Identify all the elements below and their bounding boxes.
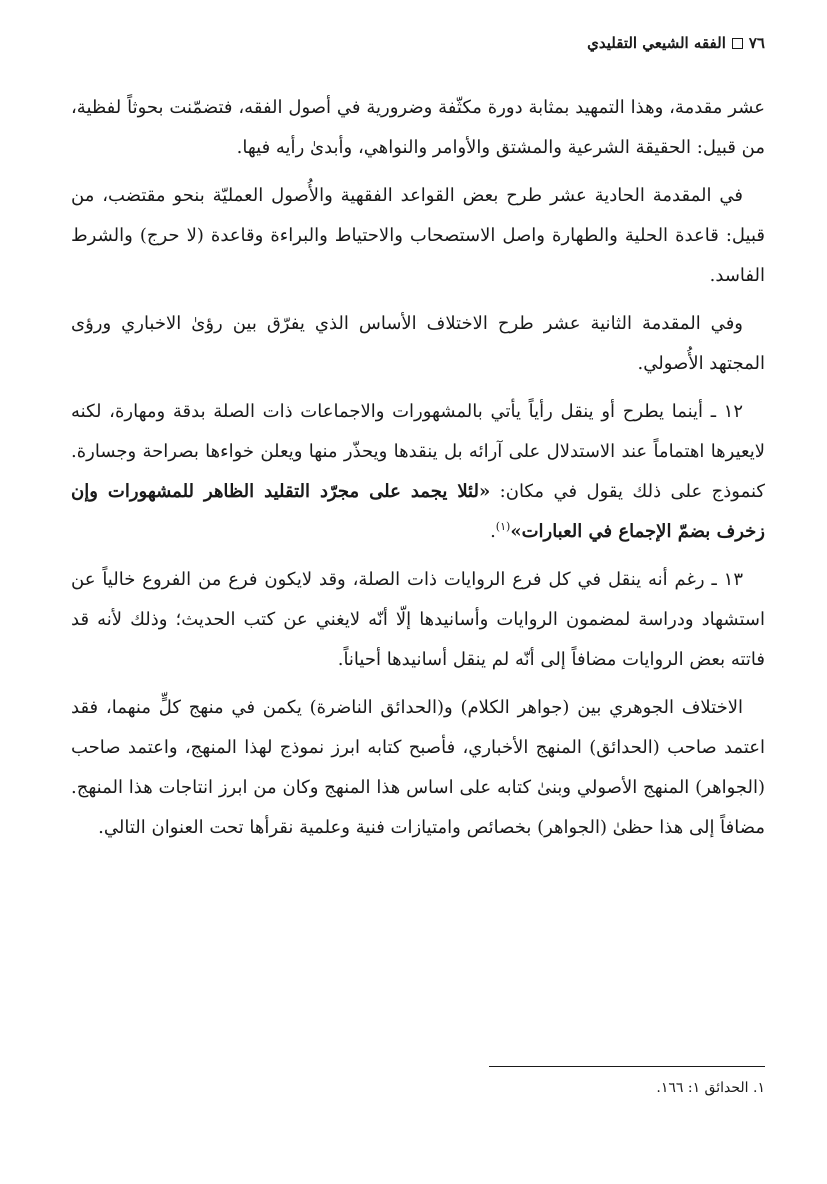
header-separator-box-icon <box>732 38 743 49</box>
footnote-divider <box>489 1066 765 1067</box>
paragraph-6: الاختلاف الجوهري بين (جواهر الكلام) و(الحدائق الناضرة) يكمن في منهج كلٍّ منهما، فقد اعتمد صاحب (الحدائق) المنهج الأخباري، فأصبح كتابه ابرز نموذج لهذا المنهج، واعتمد صاحب (الجواهر) المنهج الأصولي وبنىٰ كتابه على اساس هذا المنهج وكان من ابرز انتاجات هذا المنهج. مضافاً إلى هذا حظىٰ (الجواهر) بخصائص وامتيازات فنية وعلمية نقرأها تحت العنوان التالي. <box>71 697 765 838</box>
bold-quote: «لئلا يجمد على مجرّد التقليد الظاهر للمشهورات وإن زخرف بضمّ الإجماع في العبارات» <box>71 481 765 542</box>
running-title: الفقه الشيعي التقليدي <box>587 34 726 52</box>
paragraph-1: عشر مقدمة، وهذا التمهيد بمثابة دورة مكثّفة وضرورية في أصول الفقه، فتضمّنت بحوثاً لفظية، من قبيل: الحقيقة الشرعية والمشتق والأوامر والنواهي، وأبدىٰ رأيه فيها. <box>71 97 765 158</box>
body-text <box>71 88 765 856</box>
page-number: ٧٦ <box>748 34 765 52</box>
paragraph-4-text: ١٢ ـ أينما يطرح أو ينقل رأياً يأتي بالمشهورات والاجماعات ذات الصلة بدقة ومهارة، لكنه لايعيرها اهتماماً عند الاستدلال على آرائه بل ينقدها ويحذّر منها ويعلن خواءها بصراحة وجسارة. كنموذج على ذلك يقول في مكان: <box>71 401 765 502</box>
paragraph-4-end: . <box>490 521 496 542</box>
running-header <box>587 34 765 52</box>
paragraph-2: في المقدمة الحادية عشر طرح بعض القواعد الفقهية والأُصول العمليّة بنحو مقتضب، من قبيل: قاعدة الحلية والطهارة واصل الاستصحاب والاحتياط والبراءة وقاعدة (لا حرج) والشرط الفاسد. <box>71 185 765 286</box>
paragraph-5: ١٣ ـ رغم أنه ينقل في كل فرع الروايات ذات الصلة، وقد لايكون فرع من الفروع خالياً عن استشهاد ودراسة لمضمون الروايات وأسانيدها إلّا أنّه لايغني عن كتب الحديث؛ وذلك لأنه قد فاتته بعض الروايات مضافاً إلى أنّه لم ينقل أسانيدها أحياناً. <box>71 569 765 670</box>
footnote: ١. الحدائق ١: ١٦٦. <box>656 1080 765 1096</box>
footnote-ref: (١) <box>495 520 511 533</box>
paragraph-4 <box>71 392 765 552</box>
paragraph-3: وفي المقدمة الثانية عشر طرح الاختلاف الأساس الذي يفرّق بين رؤىٰ الاخباري ورؤى المجتهد الأُصولي. <box>71 313 765 374</box>
